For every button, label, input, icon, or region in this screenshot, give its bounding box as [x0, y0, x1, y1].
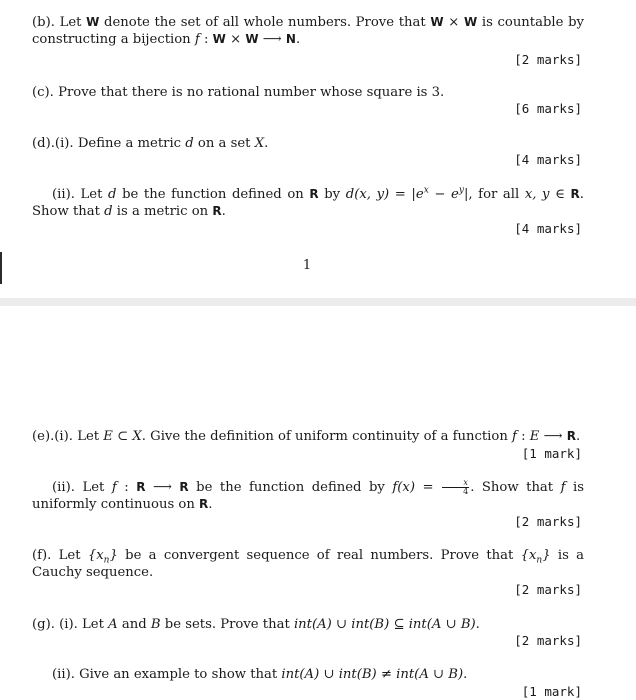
label-g-ii: (ii).	[52, 667, 75, 682]
question-b: (b). Let W denote the set of all whole numbers. Prove that W × W is countable by constructing a bijection f : W × W ⟶ N.	[32, 15, 584, 47]
page-separator	[0, 298, 636, 306]
marks-f: [2 marks]	[514, 582, 582, 597]
question-f: (f). Let $\{x_n\}$ be a convergent sequence of real numbers. Prove that $\{x_n\}$ is a Cauchy sequence.	[32, 548, 585, 580]
label-d-ii: (ii).	[52, 187, 75, 202]
question-e-ii: (ii). Let f : R ⟶ R be the function defined by f(x) = $\frac{x}{4}$ . Show that f is uniformly continuous on R.	[32, 478, 585, 512]
marks-b: [2 marks]	[514, 52, 582, 67]
metric-formula: d(x, $y) = |e^x - e^y|$	[345, 185, 469, 202]
marks-d-i: [4 marks]	[514, 152, 582, 167]
label-e-ii: (ii).	[52, 480, 75, 495]
exam-page-2	[0, 306, 636, 700]
label-b: (b).	[32, 15, 55, 30]
label-f: (f).	[32, 548, 52, 563]
question-e-i: (e).(i). Let E ⊂ X. Give the definition of uniform continuity of a function f : E ⟶ R.	[32, 429, 581, 444]
exam-page-1	[0, 0, 636, 298]
question-d-ii: (ii). Let d be the function defined on R by d(x, $y) = |e^x - e^y|$, for all x, y ∈ R. Show that d is a metric on R.	[32, 185, 584, 219]
marks-c: [6 marks]	[514, 101, 582, 116]
marks-e-ii: [2 marks]	[514, 514, 582, 529]
page-number: 1	[302, 258, 312, 273]
marks-g-ii: [1 mark]	[521, 684, 582, 699]
marks-e-i: [1 mark]	[521, 446, 582, 461]
question-g-i: (g). (i). Let A and B be sets. Prove that int(A) ∪ int(B) ⊆ int(A ∪ B).	[32, 617, 480, 632]
label-g-i: (g). (i).	[32, 617, 78, 632]
marks-d-ii: [4 marks]	[514, 221, 582, 236]
question-c: (c). Prove that there is no rational number whose square is 3.	[32, 85, 445, 100]
question-g-ii: (ii). Give an example to show that int(A) ∪ int(B) ≠ int(A ∪ B).	[52, 667, 468, 682]
label-d-i: (d).(i).	[32, 136, 74, 151]
marks-g-i: [2 marks]	[514, 633, 582, 648]
label-e-i: (e).(i).	[32, 429, 73, 444]
label-c: (c).	[32, 85, 54, 100]
fraction-x-over-4: $\frac{x}{4}$	[442, 479, 469, 496]
question-d-i: (d).(i). Define a metric d on a set X.	[32, 136, 269, 151]
